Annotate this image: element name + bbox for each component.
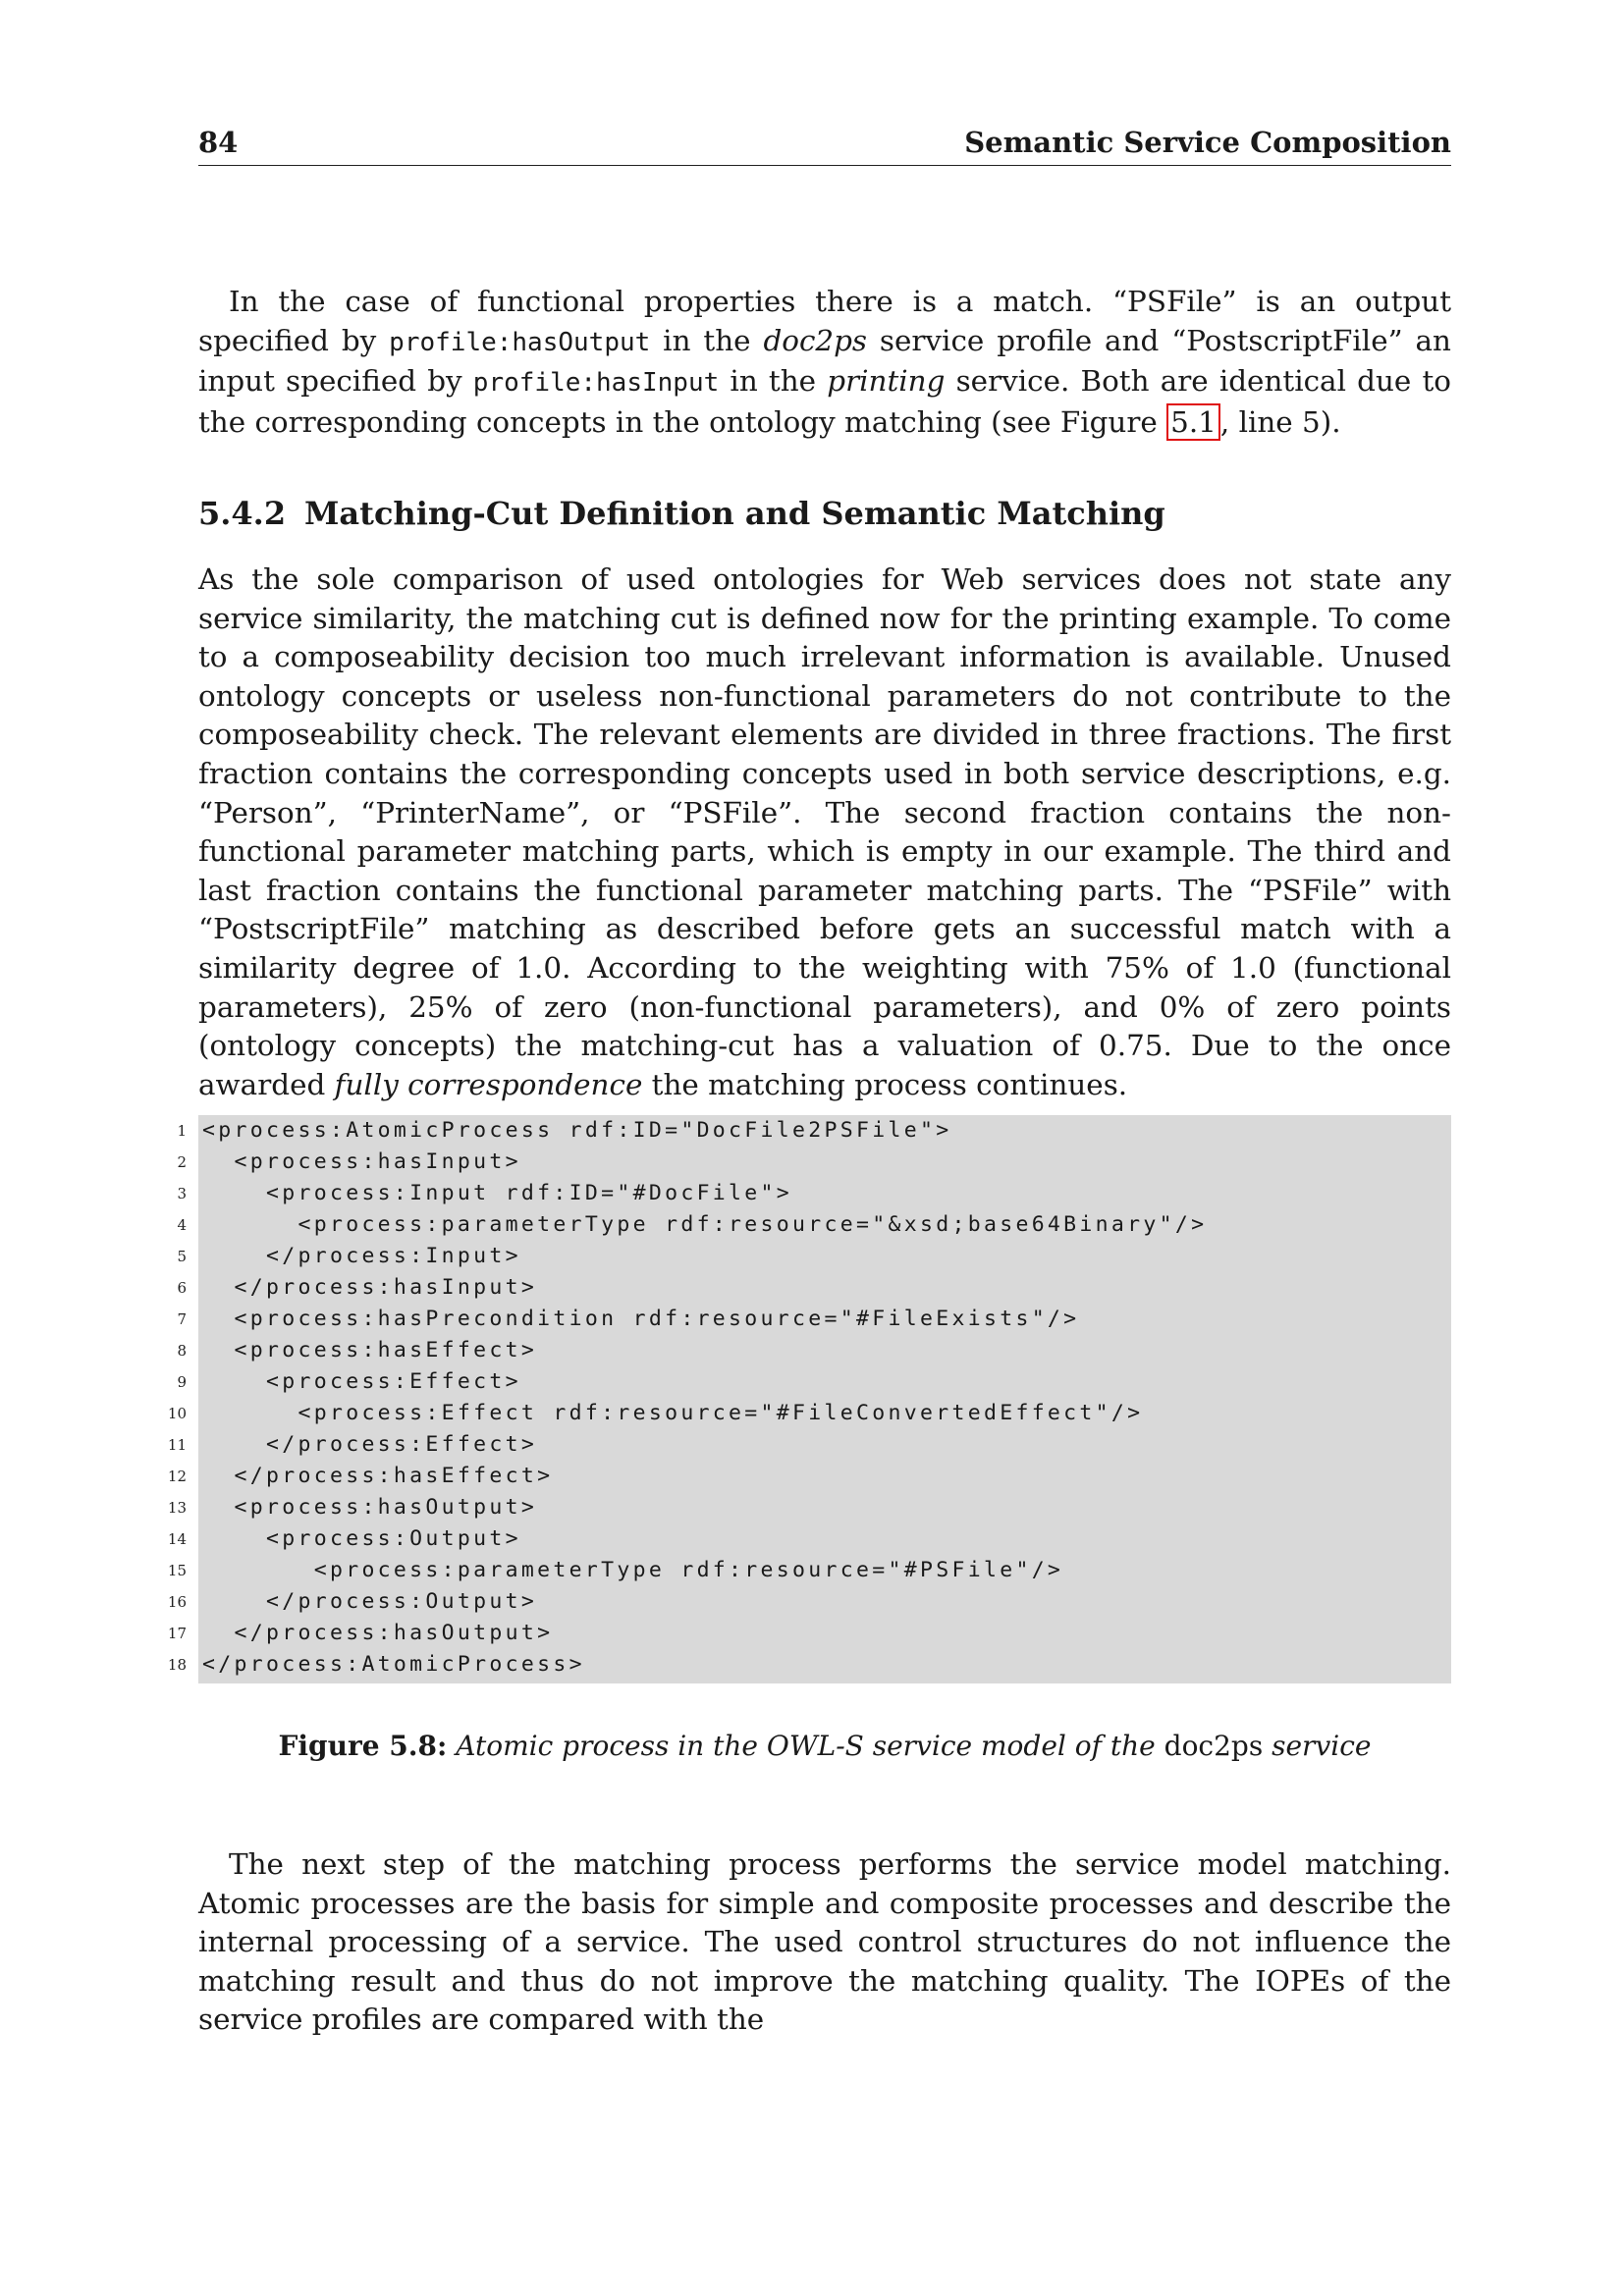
- line-number: 10: [167, 1405, 187, 1422]
- code-text: </process:AtomicProcess>: [202, 1652, 585, 1677]
- code-line: [177, 1304, 1451, 1335]
- line-number: 15: [167, 1562, 187, 1579]
- code-text: <process:AtomicProcess rdf:ID="DocFile2PSFile">: [202, 1118, 952, 1143]
- line-number: 17: [167, 1625, 187, 1642]
- code-line: [167, 1649, 1451, 1681]
- code-text: <process:hasOutput>: [202, 1495, 538, 1520]
- code-line: [167, 1586, 1451, 1618]
- code-line: [177, 1272, 1451, 1304]
- text: the matching process continues.: [642, 1067, 1128, 1101]
- text: service profile and “PostscriptFile” an input specified by: [198, 323, 1451, 399]
- line-number: 14: [167, 1530, 187, 1548]
- text: In the case of functional properties there is a match. “PSFile” is an output specified by: [198, 285, 1451, 357]
- figure-label: Figure 5.8:: [278, 1730, 448, 1762]
- page-number: 84: [198, 126, 239, 159]
- line-number: 1: [177, 1122, 187, 1140]
- emphasis-doc2ps: doc2ps: [763, 323, 868, 357]
- code-profile-hasoutput: profile:hasOutput: [389, 327, 651, 357]
- code-text: </process:Effect>: [202, 1432, 538, 1457]
- code-text: </process:Input>: [202, 1244, 521, 1268]
- caption-text: Atomic process in the OWL-S service model of the: [447, 1730, 1164, 1762]
- figure-caption: [198, 1730, 1451, 1762]
- code-text: </process:hasInput>: [202, 1275, 538, 1300]
- line-number: 9: [177, 1373, 187, 1391]
- line-number: 2: [177, 1153, 187, 1171]
- caption-text: service: [1263, 1730, 1372, 1762]
- paragraph-matching-cut: [198, 561, 1451, 1104]
- code-text: <process:Input rdf:ID="#DocFile">: [202, 1181, 793, 1205]
- emphasis-printing: printing: [827, 364, 946, 399]
- line-number: 4: [177, 1216, 187, 1234]
- figure-reference-link[interactable]: 5.1: [1166, 403, 1220, 441]
- section-heading: [198, 495, 1451, 532]
- code-listing: [167, 1115, 1451, 1683]
- line-number: 5: [177, 1248, 187, 1265]
- code-text: <process:parameterType rdf:resource="#PSFile"/>: [202, 1558, 1064, 1582]
- section-number: 5.4.2: [198, 495, 287, 532]
- code-line: [167, 1555, 1451, 1586]
- text: in the: [650, 323, 764, 357]
- code-text: <process:Effect rdf:resource="#FileConvertedEffect"/>: [202, 1401, 1144, 1425]
- caption-service-name: doc2ps: [1164, 1730, 1264, 1762]
- code-text: <process:hasInput>: [202, 1149, 521, 1174]
- text: service. Both are identical due to the corresponding concepts in the ontology matching (see Figure: [198, 364, 1451, 439]
- code-line: [177, 1115, 1451, 1147]
- paragraph-text: The next step of the matching process performs the service model matching. Atomic processes are the basis for simple and composite processes and describe the internal processing of a service. The used control structures do not influence the matching result and thus do not improve the matching quality. The IOPEs of the service profiles are compared with the: [198, 1847, 1451, 2037]
- code-line: [167, 1523, 1451, 1555]
- code-text: </process:Output>: [202, 1589, 538, 1614]
- code-line: [177, 1241, 1451, 1272]
- chapter-title: Semantic Service Composition: [964, 126, 1451, 159]
- code-text: <process:Effect>: [202, 1369, 521, 1394]
- line-number: 3: [177, 1185, 187, 1202]
- section-title: Matching-Cut Definition and Semantic Matching: [304, 495, 1165, 532]
- code-text: <process:hasEffect>: [202, 1338, 538, 1362]
- running-head: [198, 124, 1451, 166]
- paragraph-service-model: [198, 1845, 1451, 2040]
- code-line: [177, 1209, 1451, 1241]
- line-number: 12: [167, 1468, 187, 1485]
- text: in the: [719, 364, 828, 399]
- line-number: 8: [177, 1342, 187, 1360]
- text: , line 5).: [1219, 404, 1341, 439]
- code-line: [177, 1335, 1451, 1366]
- code-line: [177, 1178, 1451, 1209]
- code-text: <process:Output>: [202, 1526, 521, 1551]
- emphasis-fully-correspondence: fully correspondence: [334, 1067, 643, 1101]
- paragraph-functional-match: [198, 283, 1451, 442]
- code-line: [167, 1618, 1451, 1649]
- code-text: <process:hasPrecondition rdf:resource="#FileExists"/>: [202, 1307, 1080, 1331]
- line-number: 13: [167, 1499, 187, 1517]
- code-text: <process:parameterType rdf:resource="&xsd;base64Binary"/>: [202, 1212, 1208, 1237]
- code-text: </process:hasEffect>: [202, 1464, 554, 1488]
- code-line: [177, 1147, 1451, 1178]
- code-line: [167, 1429, 1451, 1461]
- text: As the sole comparison of used ontologies for Web services does not state any service similarity, the matching cut is defined now for the printing example. To come to a composeability decision too much irrelevant information is available. Unused ontology concepts or useless non-functional parameters do not contribute to the composeability check. The relevant elements are divided in three fractions. The first fraction contains the corresponding concepts used in both service descriptions, e.g. “Person”, “PrinterName”, or “PSFile”. The second fraction contains the non-functional parameter matching parts, which is empty in our example. The third and last fraction contains the functional parameter matching parts. The “PSFile” with “PostscriptFile” matching as described before gets an successful match with a similarity degree of 1.0. According to the weighting with 75% of 1.0 (functional parameters), 25% of zero (non-functional parameters), and 0% of zero points (ontology concepts) the matching-cut has a valuation of 0.75. Due to the once awarded: [198, 562, 1451, 1101]
- line-number: 7: [177, 1310, 187, 1328]
- code-line: [167, 1492, 1451, 1523]
- line-number: 6: [177, 1279, 187, 1297]
- code-line: [167, 1461, 1451, 1492]
- line-number: 18: [167, 1656, 187, 1674]
- line-number: 11: [167, 1436, 187, 1454]
- line-number: 16: [167, 1593, 187, 1611]
- code-profile-hasinput: profile:hasInput: [472, 368, 720, 399]
- code-line: [167, 1398, 1451, 1429]
- code-text: </process:hasOutput>: [202, 1621, 554, 1645]
- code-line: [177, 1366, 1451, 1398]
